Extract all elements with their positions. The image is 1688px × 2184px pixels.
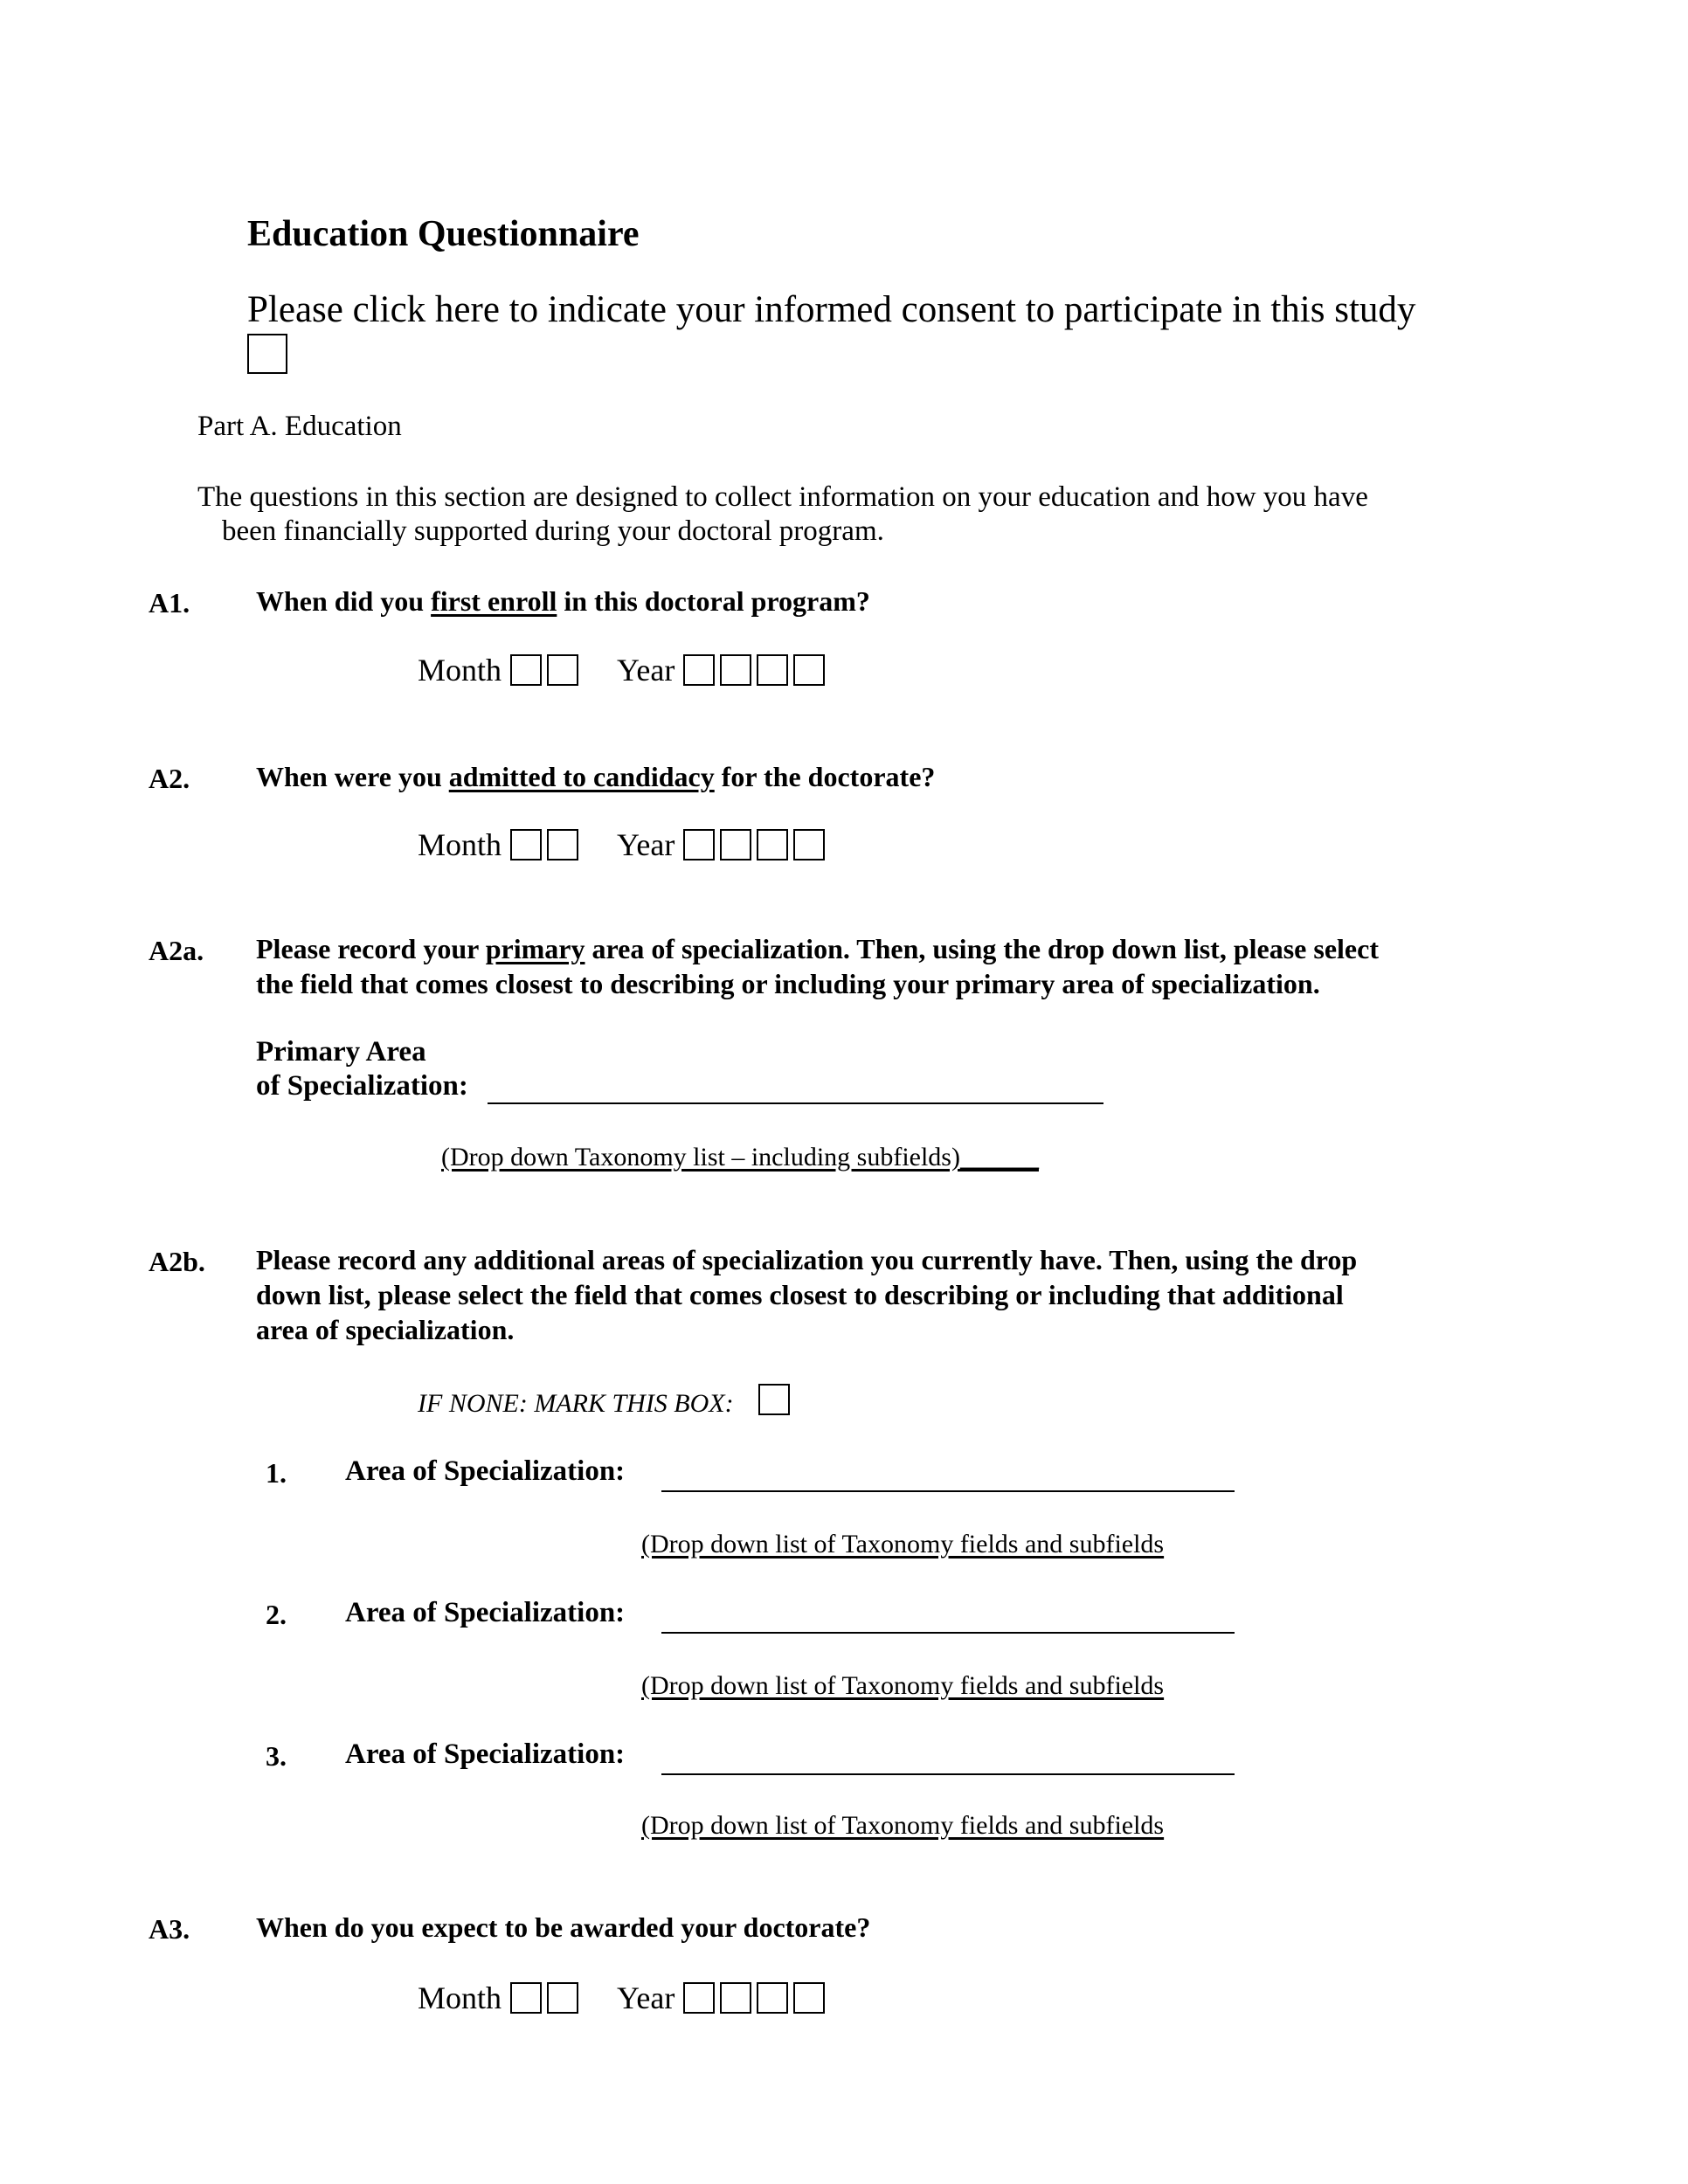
a2-year-digit-2[interactable] xyxy=(720,829,751,860)
a3-year-digit-2[interactable] xyxy=(720,1982,751,2014)
question-a2a-line2: the field that comes closest to describing or including your primary area of specialization. xyxy=(256,968,1320,999)
specialization-dropdown-2[interactable]: (Drop down list of Taxonomy fields and subfields xyxy=(641,1671,1165,1700)
year-label: Year xyxy=(617,1980,675,2015)
question-number-a1: A1. xyxy=(149,587,190,619)
question-a2a-post: area of specialization. Then, using the drop down list, please select xyxy=(585,933,1379,964)
a2-year-digit-4[interactable] xyxy=(793,829,825,860)
primary-area-input[interactable] xyxy=(488,1102,1103,1104)
a2-month-digit-2[interactable] xyxy=(547,829,578,860)
a2-year-digit-1[interactable] xyxy=(683,829,715,860)
question-a2a-pre: Please record your xyxy=(256,933,486,964)
month-label: Month xyxy=(418,1980,502,2015)
a1-year-digit-3[interactable] xyxy=(757,654,788,686)
a1-month-digit-2[interactable] xyxy=(547,654,578,686)
if-none-checkbox[interactable] xyxy=(758,1384,790,1415)
specialization-label-2: Area of Specialization: xyxy=(345,1597,626,1628)
question-a1 xyxy=(256,584,870,619)
a1-date-row xyxy=(418,652,825,688)
question-a2-emphasis: admitted to candidacy xyxy=(448,761,715,792)
a3-date-row xyxy=(418,1980,825,2016)
question-number-a3: A3. xyxy=(149,1913,190,1945)
question-a2a-emphasis: primary xyxy=(485,933,585,964)
intro-text-line1: The questions in this section are designed to collect information on your education and how you have xyxy=(197,481,1368,513)
question-a1-pre: When did you xyxy=(256,585,432,617)
question-number-a2b: A2b. xyxy=(149,1246,205,1277)
intro-text-line2: been financially supported during your doctoral program. xyxy=(222,515,884,547)
primary-area-label-line2: of Specialization: xyxy=(256,1070,468,1102)
question-number-a2a: A2a. xyxy=(149,935,204,966)
primary-area-label-line1: Primary Area xyxy=(256,1036,426,1068)
question-a1-post: in this doctoral program? xyxy=(557,585,870,617)
month-label: Month xyxy=(418,653,502,688)
question-a2b-line1: Please record any additional areas of specialization you currently have. Then, using the drop xyxy=(256,1244,1358,1275)
a2-month-digit-1[interactable] xyxy=(510,829,542,860)
month-label: Month xyxy=(418,827,502,862)
a3-month-digit-1[interactable] xyxy=(510,1982,542,2014)
consent-checkbox[interactable] xyxy=(247,334,287,374)
a3-year-digit-3[interactable] xyxy=(757,1982,788,2014)
primary-area-dropdown[interactable]: (Drop down Taxonomy list – including subfields)______ xyxy=(441,1143,1039,1171)
specialization-label-3: Area of Specialization: xyxy=(345,1738,626,1770)
a2-year-digit-3[interactable] xyxy=(757,829,788,860)
a1-month-digit-1[interactable] xyxy=(510,654,542,686)
specialization-index-2: 2. xyxy=(266,1599,287,1630)
year-label: Year xyxy=(617,653,675,688)
a3-year-digit-1[interactable] xyxy=(683,1982,715,2014)
consent-text: Please click here to indicate your informed consent to participate in this study xyxy=(247,289,1416,330)
question-a3: When do you expect to be awarded your doctorate? xyxy=(256,1911,871,1943)
year-label: Year xyxy=(617,827,675,862)
question-a1-emphasis: first enroll xyxy=(431,585,557,617)
page-title: Education Questionnaire xyxy=(247,214,640,254)
part-heading: Part A. Education xyxy=(197,411,402,442)
a3-month-digit-2[interactable] xyxy=(547,1982,578,2014)
specialization-input-1[interactable] xyxy=(661,1490,1235,1492)
specialization-index-1: 1. xyxy=(266,1457,287,1489)
a3-year-digit-4[interactable] xyxy=(793,1982,825,2014)
specialization-dropdown-1[interactable]: (Drop down list of Taxonomy fields and subfields xyxy=(641,1530,1165,1559)
question-a2a-line1 xyxy=(256,931,1379,966)
if-none-label: IF NONE: MARK THIS BOX: xyxy=(418,1389,734,1418)
specialization-input-3[interactable] xyxy=(661,1773,1235,1775)
a1-year-digit-4[interactable] xyxy=(793,654,825,686)
question-a2 xyxy=(256,759,935,794)
question-a2b-line2: down list, please select the field that comes closest to describing or including that additional xyxy=(256,1279,1344,1310)
a1-year-digit-2[interactable] xyxy=(720,654,751,686)
question-number-a2: A2. xyxy=(149,763,190,794)
a1-year-digit-1[interactable] xyxy=(683,654,715,686)
a2-date-row xyxy=(418,826,825,863)
specialization-label-1: Area of Specialization: xyxy=(345,1455,626,1487)
specialization-dropdown-3[interactable]: (Drop down list of Taxonomy fields and subfields xyxy=(641,1811,1165,1840)
specialization-index-3: 3. xyxy=(266,1740,287,1772)
question-a2-post: for the doctorate? xyxy=(714,761,936,792)
specialization-input-2[interactable] xyxy=(661,1632,1235,1634)
question-a2b-line3: area of specialization. xyxy=(256,1314,515,1345)
question-a2-pre: When were you xyxy=(256,761,449,792)
